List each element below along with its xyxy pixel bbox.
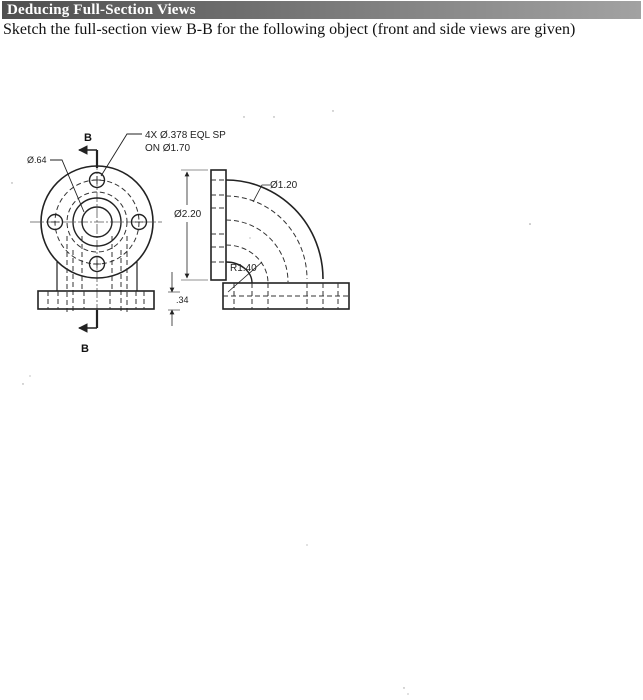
page-title: Deducing Full-Section Views [7,2,196,18]
base-thickness-dimension: .34 [176,295,189,305]
section-label-top: B [84,132,92,144]
side-view [168,170,349,326]
flange-diameter-dimension: Ø2.20 [174,209,202,220]
section-label-bottom: B [81,343,89,355]
front-view [30,134,162,328]
problem-instruction: Sketch the full-section view B-B for the following object (front and side views are given) [3,21,576,38]
boss-diameter-dimension: Ø.64 [27,155,47,165]
pipe-diameter-dimension: Ø1.20 [270,180,298,191]
bend-radius-dimension: R1.40 [230,263,257,274]
bolt-hole-callout-line2: ON Ø1.70 [145,143,191,154]
scan-specks [11,110,531,694]
bolt-hole-callout-line1: 4X Ø.378 EQL SP [145,130,226,141]
